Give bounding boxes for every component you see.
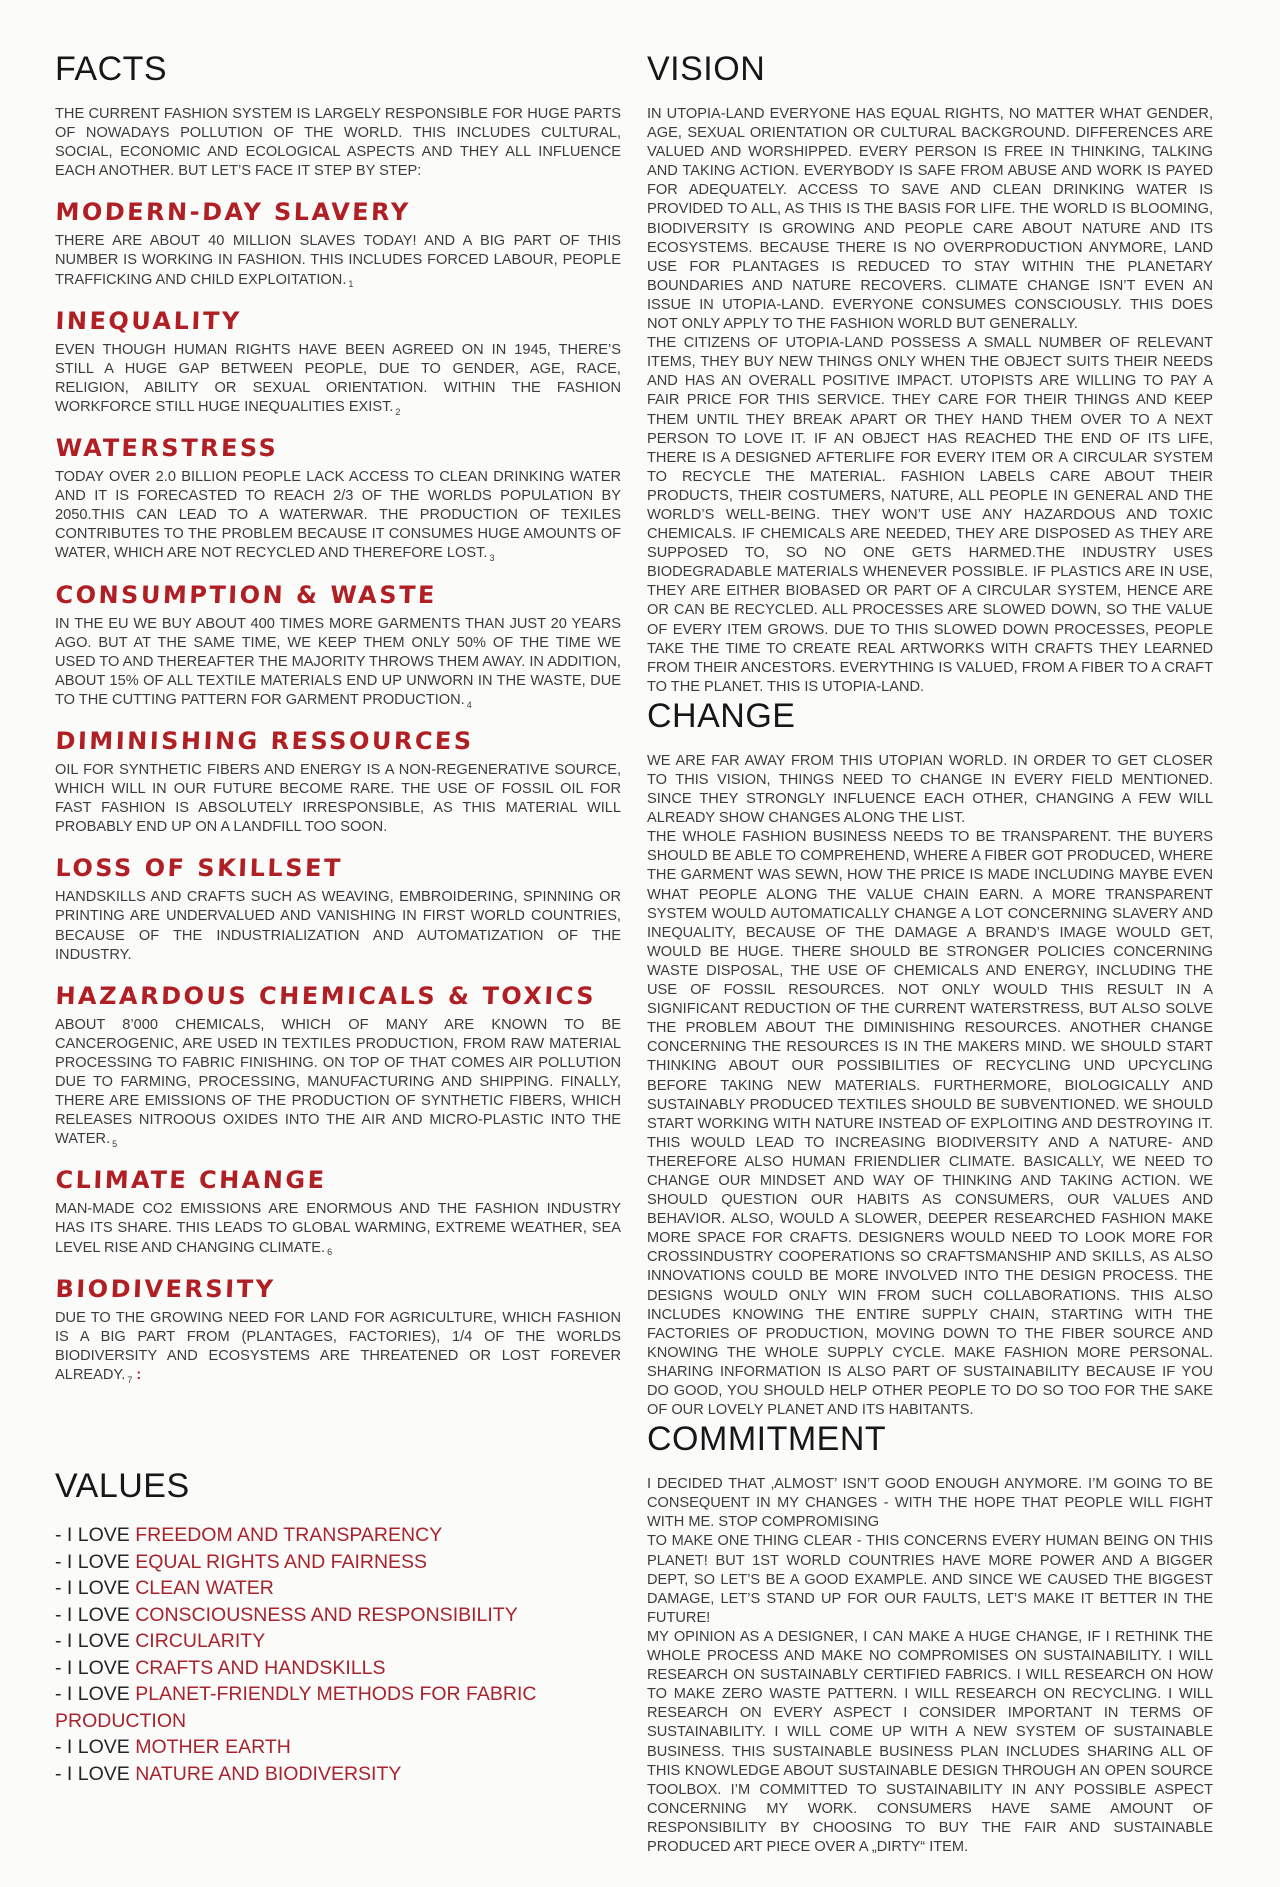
vision-paragraph: THE CITIZENS OF UTOPIA-LAND POSSESS A SMALL NUMBER OF RELEVANT ITEMS, THEY BUY NEW THINGS ONLY WHEN THE OBJECT SUITS THEIR NEEDS AND HAS AN OVERALL POSITIVE IMPACT. UTOPISTS ARE WILLING TO PAY A FAIR PRICE FOR THIS SERVICE. THEY CARE FOR THEIR THINGS AND KEEP THEM UNTIL THEY BREAK APART OR THEY HAND THEM OVER TO A NEXT PERSON TO LOVE IT. IF AN OBJECT HAS REACHED THE END OF ITS LIFE, THERE IS A DESIGNED AFTERLIFE FOR EVERY ITEM OR A CIRCULAR SYSTEM TO RECYCLE THE MATERIAL. FASHION LABELS CARE ABOUT THEIR PRODUCTS, THEIR COSTUMERS, NATURE, ALL PEOPLE IN GENERAL AND THE WORLD’S WELL-BEING. THEY WON’T USE ANY HAZARDOUS AND TOXIC CHEMICALS. IF CHEMICALS ARE NEEDED, THEY ARE DISPOSED AS THEY ARE SUPPOSED TO, SO NO ONE GETS HARMED.THE INDUSTRY USES BIODEGRADABLE MATERIALS WHENEVER POSSIBLE. IF PLASTICS ARE IN USE, THEY ARE EITHER BIOBASED OR PART OF A CIRCULAR SYSTEM, HENCE ARE OR CAN BE RECYCLED. ALL PROCESSES ARE SLOWED DOWN, SO THE VALUE OF EVERY ITEM GROWS. DUE TO THIS SLOWED DOWN PROCESSES, PEOPLE TAKE THE TIME TO CREATE REAL ARTWORKS WITH CRAFTS THEY LEARNED FROM THEIR ANCESTORS. EVERYTHING IS VALUED, FROM A FIBER TO A CRAFT TO THE PLANET. THIS IS UTOPIA-LAND.: [647, 335, 1213, 695]
fact-heading: BIODIVERSITY: [55, 1274, 276, 1303]
footnote-number: 1: [348, 279, 354, 290]
fact-text: OIL FOR SYNTHETIC FIBERS AND ENERGY IS A NON-REGENERATIVE SOURCE, WHICH WILL IN OUR FUTURE BECOME RARE. THE USE OF FOSSIL OIL FOR FAST FASHION IS ABSOLUTELY IRRESPONSIBLE, AS THIS MATERIAL WILL PROBABLY END UP ON A LANDFILL TOO SOON.: [55, 761, 621, 836]
fact-section-biodiversity: [55, 1275, 621, 1385]
value-prefix: - I LOVE: [55, 1577, 130, 1600]
change-paragraph: WE ARE FAR AWAY FROM THIS UTOPIAN WORLD. IN ORDER TO GET CLOSER TO THIS VISION, THINGS NEED TO CHANGE IN EVERY FIELD MENTIONED. SINCE THEY STRONGLY INFLUENCE EACH OTHER, CHANGING A FEW WILL ALREADY SHOW CHANGES ALONG THE LIST.: [647, 752, 1213, 827]
commitment-paragraph: TO MAKE ONE THING CLEAR - THIS CONCERNS EVERY HUMAN BEING ON THIS PLANET! BUT 1ST WORLD COUNTRIES HAVE MORE POWER AND A BIGGER DEPT, SO LET’S BE A GOOD EXAMPLE. AND SINCE WE CAUSED THE BIGGEST DAMAGE, LET’S STAND UP FOR OUR FAULTS, LET’S MAKE IT BETTER IN THE FUTURE!: [647, 1533, 1213, 1626]
fact-section-climate-change: [55, 1166, 621, 1257]
vision-paragraph: IN UTOPIA-LAND EVERYONE HAS EQUAL RIGHTS, NO MATTER WHAT GENDER, AGE, SEXUAL ORIENTATION OR CULTURAL BACKGROUND. DIFFERENCES ARE VALUED AND WORSHIPPED. EVERY PERSON IS FREE IN THINKING, TALKING AND TAKING ACTION. EVERYBODY IS SAFE FROM ABUSE AND WORK IS PAYED FOR ADEQUATELY. ACCESS TO SAVE AND CLEAN DRINKING WATER IS PROVIDED TO ALL, AS THIS IS THE BASIS FOR LIFE. THE WORLD IS BLOOMING, BIODIVERSITY IS GROWING AND PEOPLE CARE ABOUT NATURE AND ITS ECOSYSTEMS. BECAUSE THERE IS NO OVERPRODUCTION ANYMORE, LAND USE FOR PLANTAGES IS REDUCED TO STAY WITHIN THE PLANETARY BOUNDARIES AND NATURE RECOVERS. CLIMATE CHANGE ISN’T EVEN AN ISSUE IN UTOPIA-LAND. EVERYONE CONSUMES CONSCIOUSLY. THIS DOES NOT ONLY APPLY TO THE FASHION WORLD BUT GENERALLY.: [647, 106, 1213, 333]
fact-paragraph: [55, 1200, 621, 1257]
fact-heading: HAZARDOUS CHEMICALS & TOXICS: [55, 981, 597, 1010]
value-label: CONSCIOUSNESS AND RESPONSIBILITY: [135, 1603, 518, 1626]
facts-intro: THE CURRENT FASHION SYSTEM IS LARGELY RESPONSIBLE FOR HUGE PARTS OF NOWADAYS POLLUTION OF THE WORLD. THIS INCLUDES CULTURAL, SOCIAL, ECONOMIC AND ECOLOGICAL ASPECTS AND THEY ALL INFLUENCE EACH ANOTHER. BUT LET’S FACE IT STEP BY STEP:: [55, 106, 621, 180]
value-prefix: - I LOVE: [55, 1762, 130, 1785]
fact-heading: DIMINISHING RESSOURCES: [55, 726, 475, 755]
fact-text: ABOUT 8’000 CHEMICALS, WHICH OF MANY ARE KNOWN TO BE CANCEROGENIC, ARE USED IN TEXTILES PRODUCTION, FROM RAW MATERIAL PROCESSING TO FABRIC FINISHING. ON TOP OF THAT COMES AIR POLLUTION DUE TO FARMING, PROCESSING, MANUFACTURING AND SHIPPING. FINALLY, THERE ARE EMISSIONS OF THE PRODUCTION OF SYNTHETIC FIBERS, WHICH RELEASES NITROOUS OXIDES INTO THE AIR AND MICRO-PLASTIC INTO THE WATER.: [55, 1016, 621, 1148]
footnote-number: 2: [395, 406, 401, 417]
fact-section-consumption-waste: [55, 581, 621, 710]
fact-heading: LOSS OF SKILLSET: [55, 854, 344, 883]
fact-section-loss-of-skillset: [55, 854, 621, 964]
value-prefix: - I LOVE: [55, 1550, 130, 1573]
value-prefix: - I LOVE: [55, 1656, 130, 1679]
fact-text: TODAY OVER 2.0 BILLION PEOPLE LACK ACCESS TO CLEAN DRINKING WATER AND IT IS FORECASTED TO REACH 2/3 OF THE WORLDS POPULATION BY 2050.THIS CAN LEAD TO A WATERWAR. THE PRODUCTION OF TEXILES CONTRIBUTES TO THE PROBLEM BECAUSE IT CONSUMES HUGE AMOUNTS OF WATER, WHICH ARE NOT RECYCLED AND THEREFORE LOST.: [55, 469, 621, 562]
value-prefix: - I LOVE: [55, 1524, 130, 1547]
fact-text: DUE TO THE GROWING NEED FOR LAND FOR AGRICULTURE, WHICH FASHION IS A BIG PART FROM (PLANTAGES, FACTORIES), 1/4 OF THE WORLDS BIODIVERSITY AND ECOSYSTEMS ARE THREATENED OR LOST FOREVER ALREADY.: [55, 1309, 621, 1383]
value-item: [55, 1575, 621, 1602]
fact-heading: WATERSTRESS: [55, 434, 279, 463]
fact-heading: CLIMATE CHANGE: [55, 1166, 327, 1195]
fact-section-modern-day-slavery: [55, 198, 621, 289]
commitment-paragraph: I DECIDED THAT ‚ALMOST’ ISN’T GOOD ENOUGH ANYMORE. I’M GOING TO BE CONSEQUENT IN MY CHANGES - WITH THE HOPE THAT PEOPLE WILL FIGHT WITH ME. STOP COMPROMISING: [647, 1476, 1213, 1531]
value-label: CRAFTS AND HANDSKILLS: [135, 1656, 386, 1679]
fact-text: MAN-MADE CO2 EMISSIONS ARE ENORMOUS AND THE FASHION INDUSTRY HAS ITS SHARE. THIS LEADS TO GLOBAL WARMING, EXTREME WEATHER, SEA LEVEL RISE AND CHANGING CLIMATE.: [55, 1201, 621, 1256]
fact-paragraph: [55, 761, 621, 837]
value-prefix: - I LOVE: [55, 1603, 130, 1626]
footnote-number: 4: [466, 699, 472, 710]
value-item: [55, 1602, 621, 1629]
fact-paragraph: [55, 888, 621, 964]
commitment-paragraph: MY OPINION AS A DESIGNER, I CAN MAKE A HUGE CHANGE, IF I RETHINK THE WHOLE PROCESS AND MAKE NO COMPROMISES ON SUSTAINABILITY. I WILL RESEARCH ON SUSTAINABLY CERTIFIED FABRICS. I WILL RESEARCH ON HOW TO MAKE ZERO WASTE PATTERN. I WILL RESEARCH ON RECYCLING. I WILL RESEARCH ON EVERY ASPECT I CONSIDER IMPORTANT IN TERMS OF SUSTAINABILITY. I WILL COME UP WITH A NEW SYSTEM OF SUSTAINABLE BUSINESS. THIS SUSTAINABLE BUSINESS PLAN INCLUDES SHARING ALL OF THIS KNOWLEDGE ABOUT SUSTAINABLE DESIGN THROUGH AN OPEN SOURCE TOOLBOX. I’M COMMITTED TO SUSTAINABILITY IN ANY POSSIBLE ASPECT CONCERNING MY WORK. CONSUMERS HAVE SAME AMOUNT OF RESPONSIBILITY BY CHOOSING TO BUY THE FAIR AND SUSTAINABLE PRODUCED ART PIECE OVER A „DIRTY“ ITEM.: [647, 1628, 1213, 1855]
fact-section-inequality: [55, 307, 621, 417]
footnote-number: 6: [327, 1247, 333, 1258]
footnote-number: 5: [112, 1139, 118, 1150]
fact-heading: CONSUMPTION & WASTE: [55, 580, 438, 609]
fact-suffix: :: [136, 1366, 142, 1383]
fact-text: EVEN THOUGH HUMAN RIGHTS HAVE BEEN AGREED ON IN 1945, THERE’S STILL A HUGE GAP BETWEEN PEOPLE, DUE TO GENDER, AGE, RACE, RELIGION, ABILITY OR SEXUAL ORIENTATION. WITHIN THE FASHION WORKFORCE STILL HUGE INEQUALITIES EXIST.: [55, 341, 621, 415]
fact-heading: INEQUALITY: [55, 306, 243, 335]
value-item: [55, 1549, 621, 1576]
value-item: [55, 1761, 621, 1788]
change-title: CHANGE: [647, 696, 796, 735]
value-prefix: - I LOVE: [55, 1683, 130, 1706]
value-label: CIRCULARITY: [135, 1630, 266, 1653]
value-label: MOTHER EARTH: [135, 1736, 291, 1759]
value-item: [55, 1628, 621, 1655]
fact-section-hazardous-chemicals: [55, 982, 621, 1150]
value-item: [55, 1522, 621, 1549]
fact-heading: MODERN-DAY SLAVERY: [55, 198, 412, 227]
right-column: [647, 50, 1213, 1857]
vision-title: VISION: [647, 50, 766, 88]
value-label: FREEDOM AND TRANSPARENCY: [135, 1524, 443, 1547]
footnote-number: 7: [127, 1374, 133, 1385]
fact-paragraph: [55, 232, 621, 289]
fact-section-diminishing-ressources: [55, 727, 621, 837]
value-prefix: - I LOVE: [55, 1630, 130, 1653]
facts-title: FACTS: [55, 50, 168, 88]
fact-paragraph: [55, 341, 621, 417]
fact-text: HANDSKILLS AND CRAFTS SUCH AS WEAVING, EMBROIDERING, SPINNING OR PRINTING ARE UNDERVALUED AND VANISHING IN FIRST WORLD COUNTRIES, BECAUSE OF THE INDUSTRIALIZATION AND AUTOMATIZATION OF THE INDUSTRY.: [55, 889, 621, 963]
value-prefix: - I LOVE: [55, 1736, 130, 1759]
values-section: [55, 1467, 621, 1787]
fact-paragraph: [55, 615, 621, 710]
value-label: EQUAL RIGHTS AND FAIRNESS: [135, 1550, 428, 1573]
value-item: [55, 1681, 621, 1734]
fact-text: IN THE EU WE BUY ABOUT 400 TIMES MORE GARMENTS THAN JUST 20 YEARS AGO. BUT AT THE SAME TIME, WE KEEP THEM ONLY 50% OF THE TIME WE USED TO AND THEREAFTER THE MAJORITY THROWS THEM AWAY. IN ADDITION, ABOUT 15% OF ALL TEXTILE MATERIALS END UP UNWORN IN THE WASTE, DUE TO THE CUTTING PATTERN FOR GARMENT PRODUCTION.: [55, 615, 621, 708]
value-label: NATURE AND BIODIVERSITY: [135, 1762, 402, 1785]
footnote-number: 3: [489, 553, 495, 564]
values-title: VALUES: [55, 1467, 190, 1506]
change-paragraph: THE WHOLE FASHION BUSINESS NEEDS TO BE TRANSPARENT. THE BUYERS SHOULD BE ABLE TO COMPREHEND, WHERE A FIBER GOT PRODUCED, WHERE THE GARMENT WAS SEWN, HOW THE PRICE IS MADE INCLUDING MAYBE EVEN WHAT PEOPLE ALONG THE VALUE CHAIN EARN. A MORE TRANSPARENT SYSTEM WOULD AUTOMATICALLY CHANGE A LOT CONCERNING SLAVERY AND INEQUALITY, BECAUSE OF THE DAMAGE A BRAND’S IMAGE WOULD GET, WOULD BE HUGE. THERE SHOULD BE STRONGER POLICIES CONCERNING WASTE DISPOSAL, THE USE OF CHEMICALS AND ENERGY, INCLUDING THE USE OF FOSSIL RESOURCES. NOT ONLY WOULD THIS RESULT IN A SIGNIFICANT REDUCTION OF THE CURRENT WATERSTRESS, BUT ALSO SOLVE THE PROBLEM ABOUT THE DIMINISHING RESOURCES. ANOTHER CHANGE CONCERNING THE RESOURCES IS IN THE MAKERS MIND. WE SHOULD START THINKING ABOUT OUR POSSIBILITIES OF RECYCLING UND UPCYCLING BEFORE TAKING NEW MATERIALS. FURTHERMORE, BIOLOGICALLY AND SUSTAINABLY PRODUCED TEXTILES SHOULD BE SUBVENTIONED. WE SHOULD START WORKING WITH NATURE INSTEAD OF EXPLOITING AND DESTROYING IT. THIS WOULD LEAD TO INCREASING BIODIVERSITY AND A NATURE- AND THEREFORE ALSO HUMAN FRIENDLIER CLIMATE. BASICALLY, WE NEED TO CHANGE OUR MINDSET AND WAY OF THINKING AND TAKING ACTION. WE SHOULD QUESTION OUR HABITS AS CONSUMERS, OUR VALUES AND BEHAVIOR. ALSO, WOULD A SLOWER, DEEPER RESEARCHED FASHION MAKE MORE SPACE FOR CRAFTS. DESIGNERS WOULD NEED TO LOOK MORE FOR CROSSINDUSTRY COOPERATIONS SO CRAFTSMANSHIP AND SKILLS, AS ALSO INNOVATIONS COULD BE MORE INVOLVED INTO THE DESIGN PROCESS. THE DESIGNS WOULD ONLY WIN FROM SUCH COLLABORATIONS. THIS ALSO INCLUDES KNOWING THE ENTIRE SUPPLY CHAIN, STARTING WITH THE FACTORIES OF PRODUCTION, MOVING DOWN TO THE FIBER SOURCE AND KNOWING THE WHOLE SUPPLY CYCLE. MAKE FASHION MORE PERSONAL. SHARING INFORMATION IS ALSO PART OF SUSTAINABILITY BECAUSE IF YOU DO GOOD, YOU SHOULD HELP OTHER PEOPLE TO DO SO TOO FOR THE SAKE OF OUR LOVELY PLANET AND ITS HABITANTS.: [647, 829, 1213, 1419]
value-label: PLANET-FRIENDLY METHODS FOR FABRIC PRODUCTION: [55, 1683, 537, 1732]
value-item: [55, 1734, 621, 1761]
value-label: CLEAN WATER: [135, 1577, 274, 1600]
commitment-title: COMMITMENT: [647, 1420, 887, 1459]
value-item: [55, 1655, 621, 1682]
fact-paragraph: [55, 1309, 621, 1385]
fact-section-waterstress: [55, 434, 621, 563]
fact-paragraph: [55, 1016, 621, 1150]
fact-text: THERE ARE ABOUT 40 MILLION SLAVES TODAY! AND A BIG PART OF THIS NUMBER IS WORKING IN FASHION. THIS INCLUDES FORCED LABOUR, PEOPLE TRAFFICKING AND CHILD EXPLOITATION.: [55, 233, 621, 288]
fact-paragraph: [55, 468, 621, 563]
left-column: [55, 50, 621, 1857]
